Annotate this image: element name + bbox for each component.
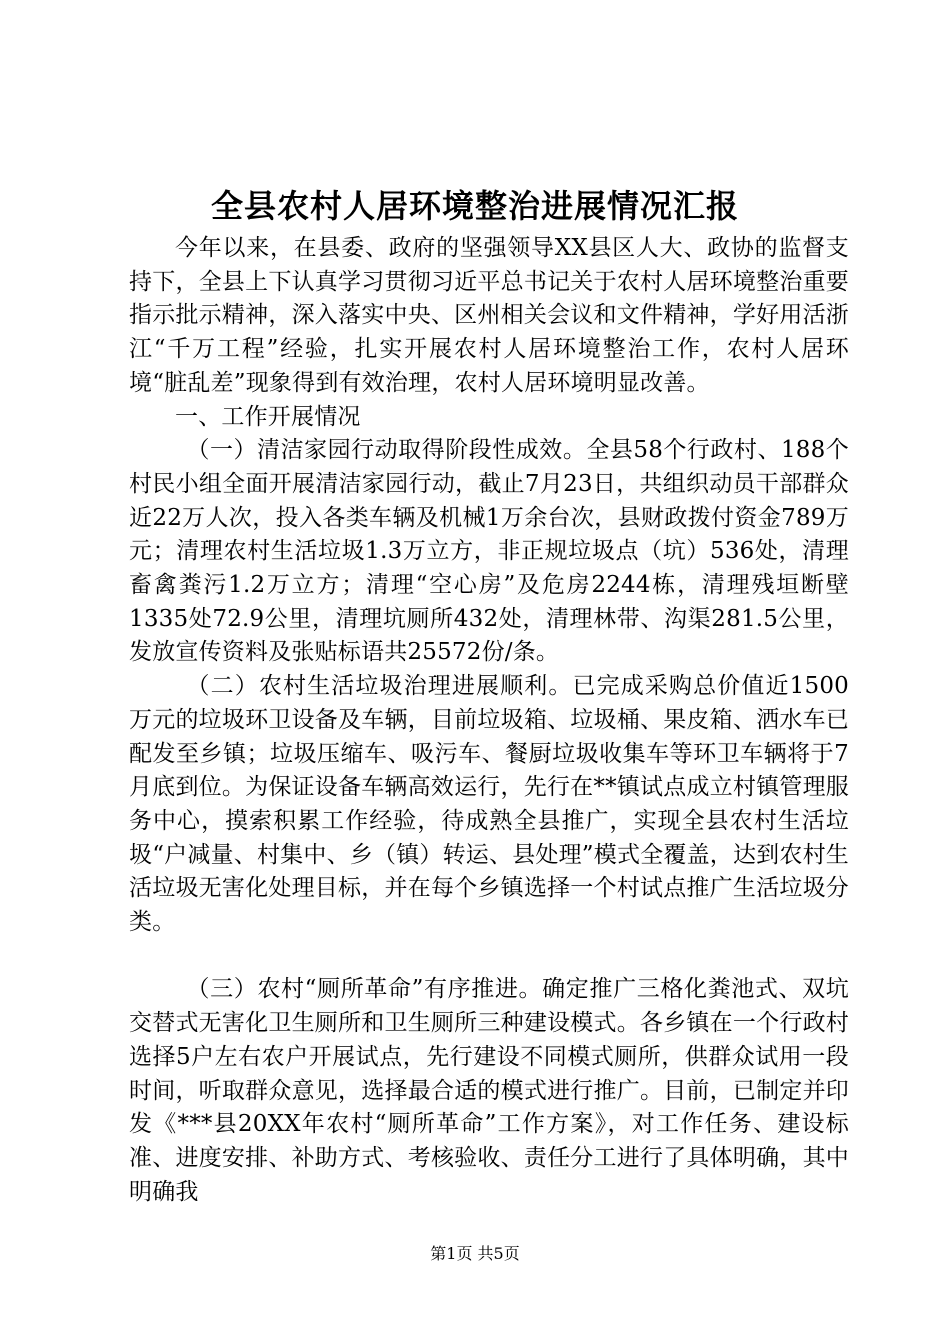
document-body	[129, 232, 849, 1209]
document-title: 全县农村人居环境整治进展情况汇报	[210, 187, 739, 225]
paragraph-toilet-revolution: （三）农村“厕所革命”有序推进。确定推广三格化粪池式、双坑交替式无害化卫生厕所和卫生厕所三种建设模式。各乡镇在一个行政村选择5户左右农户开展试点，先行建设不同模式厕所，供群众试用一段时间，听取群众意见，选择最合适的模式进行推广。目前，已制定并印发《***县20XX年农村“厕所革命”工作方案》，对工作任务、建设标准、进度安排、补助方式、考核验收、责任分工进行了具体明确，其中明确我	[129, 976, 849, 1205]
blank-line	[129, 940, 849, 974]
section-heading: 一、工作开展情况	[175, 403, 361, 430]
paragraph-cleaning-campaign: （一）清洁家园行动取得阶段性成效。全县58个行政村、188个村民小组全面开展清洁家园行动，截止7月23日，共组织动员干部群众近22万人次，投入各类车辆及机械1万余台次，县财政拨付资金789万元；清理农村生活垃圾1.3万立方，非正规垃圾点（坑）536处，清理畜禽粪污1.2万立方；清理“空心房”及危房2244栋，清理残垣断壁1335处72.9公里，清理坑厕所432处，清理林带、沟渠281.5公里，发放宣传资料及张贴标语共25572份/条。	[129, 437, 849, 666]
intro-paragraph: 今年以来，在县委、政府的坚强领导XX县区人大、政协的监督支持下，全县上下认真学习贯彻习近平总书记关于农村人居环境整治重要指示批示精神，深入落实中央、区州相关会议和文件精神，学好用活浙江“千万工程”经验，扎实开展农村人居环境整治工作，农村人居环境“脏乱差”现象得到有效治理，农村人居环境明显改善。	[129, 235, 849, 396]
page-footer: 第1页 共5页	[430, 1244, 520, 1263]
paragraph-garbage-treatment: （二）农村生活垃圾治理进展顺利。已完成采购总价值近1500万元的垃圾环卫设备及车辆，目前垃圾箱、垃圾桶、果皮箱、洒水车已配发至乡镇；垃圾压缩车、吸污车、餐厨垃圾收集车等环卫车辆将于7月底到位。为保证设备车辆高效运行，先行在**镇试点成立村镇管理服务中心，摸索积累工作经验，待成熟全县推广，实现全县农村生活垃圾“户减量、村集中、乡（镇）转运、县处理”模式全覆盖，达到农村生活垃圾无害化处理目标，并在每个乡镇选择一个村试点推广生活垃圾分类。	[129, 673, 849, 936]
